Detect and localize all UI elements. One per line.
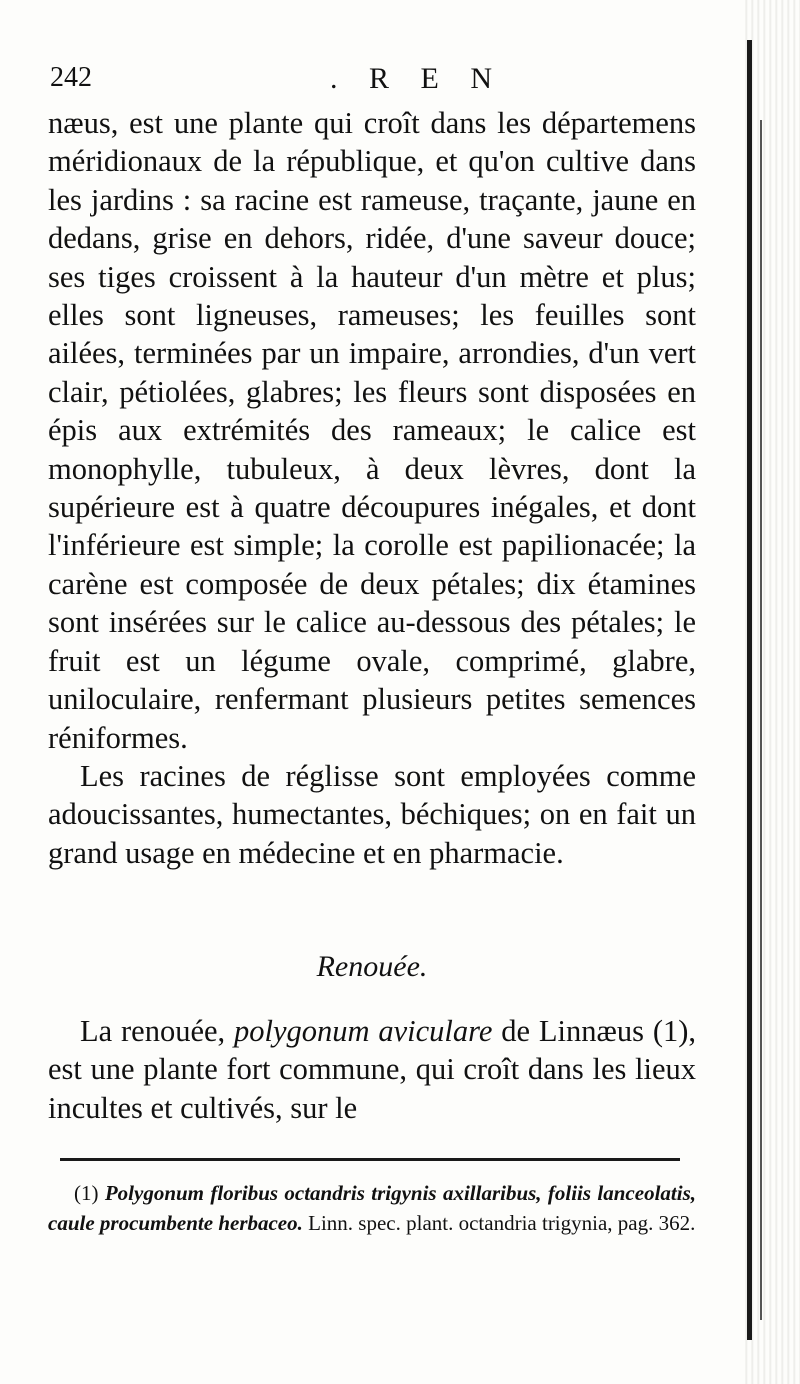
renouee-text xyxy=(48,1012,696,1127)
footnote-text xyxy=(48,1178,696,1238)
paragraph-reglisse-description: næus, est une plante qui croît dans les départemens méridionaux de la république, et qu'on cultive dans les jardins : sa racine est rameuse, traçante, jaune en dedans, grise en dehors, ridée, d'une saveur douce; ses tiges croissent à la hauteur d'un mètre et plus; elles sont ligneuses, rameuses; les feuilles sont ailées, terminées par un impaire, arrondies, d'un vert clair, pétiolées, glabres; les fleurs sont disposées en épis aux extrémités des rameaux; le calice est monophylle, tubuleux, à deux lèvres, dont la supérieure est à quatre découpures inégales, et dont l'inférieure est simple; la corolle est papilionacée; la carène est composée de deux pétales; dix étamines sont insérées sur le calice au-dessous des pétales; le fruit est un légume ovale, comprimé, glabre, uniloculaire, renfermant plusieurs petites semences réniformes. xyxy=(48,106,696,755)
main-text xyxy=(48,104,696,872)
species-name: polygonum aviculare xyxy=(234,1014,493,1048)
page-number: 242 xyxy=(50,62,92,93)
paragraph-reglisse-uses: Les racines de réglisse sont employées comme adoucissantes, humectantes, béchiques; on en fait un grand usage en médecine et en pharmacie. xyxy=(48,758,696,870)
renouee-continued: de Linnæus (1), est une plante fort commune, qui croît dans les lieux incultes et cultivés, sur le xyxy=(48,1014,697,1125)
binding-line-thin xyxy=(760,120,762,1320)
footnote xyxy=(48,1178,696,1238)
section-heading: Renouée. xyxy=(316,950,428,983)
binding-line xyxy=(747,40,752,1340)
page-header xyxy=(50,62,700,102)
running-head: . R E N xyxy=(330,62,504,95)
paragraph-renouee xyxy=(48,1012,696,1127)
footnote-latin: Polygonum floribus octandris trigynis axillaribus, foliis lanceolatis, caule procumbente herbaceo. xyxy=(48,1181,696,1235)
footnote-marker: (1) xyxy=(74,1181,99,1205)
renouee-intro: La renouée, xyxy=(80,1014,226,1048)
footnote-reference: Linn. spec. plant. octandria trigynia, pag. 362. xyxy=(308,1211,696,1235)
footnote-rule xyxy=(60,1158,680,1161)
